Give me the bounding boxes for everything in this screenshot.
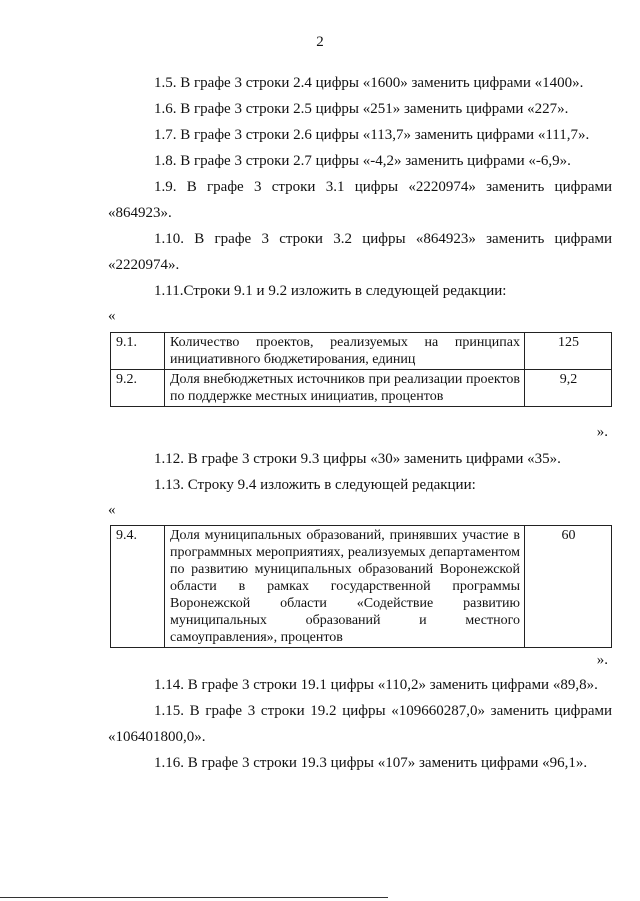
row-value: 125 [525, 333, 612, 370]
amendment-table-1 [110, 332, 612, 407]
row-value: 9,2 [525, 370, 612, 407]
quote-open-1: « [108, 308, 116, 324]
paragraph-1-9: 1.9. В графе 3 строки 3.1 цифры «2220974» заменить цифрами «864923». [108, 179, 612, 221]
row-text: Количество проектов, реализуемых на принципах инициативного бюджетирования, единиц [165, 333, 525, 370]
row-number: 9.2. [111, 370, 165, 407]
paragraph-1-5: 1.5. В графе 3 строки 2.4 цифры «1600» заменить цифрами «1400». [154, 75, 584, 91]
paragraph-1-6: 1.6. В графе 3 строки 2.5 цифры «251» заменить цифрами «227». [154, 101, 569, 117]
paragraph-1-14: 1.14. В графе 3 строки 19.1 цифры «110,2» заменить цифрами «89,8». [154, 677, 598, 693]
row-number: 9.4. [111, 526, 165, 648]
paragraph-1-16: 1.16. В графе 3 строки 19.3 цифры «107» заменить цифрами «96,1». [154, 755, 588, 771]
row-text: Доля внебюджетных источников при реализации проектов по поддержке местных инициатив, процентов [165, 370, 525, 407]
paragraph-1-11: 1.11.Строки 9.1 и 9.2 изложить в следующей редакции: [154, 283, 507, 299]
paragraph-1-8: 1.8. В графе 3 строки 2.7 цифры «-4,2» заменить цифрами «-6,9». [154, 153, 571, 169]
quote-open-2: « [108, 502, 116, 518]
quote-close-1: ». [596, 424, 608, 440]
page-number: 2 [316, 34, 324, 50]
paragraph-1-12: 1.12. В графе 3 строки 9.3 цифры «30» заменить цифрами «35». [154, 451, 561, 467]
table-row [111, 370, 612, 407]
table-row [111, 526, 612, 648]
paragraph-1-15: 1.15. В графе 3 строки 19.2 цифры «109660287,0» заменить цифрами «106401800,0». [108, 703, 612, 745]
row-number: 9.1. [111, 333, 165, 370]
paragraph-1-7: 1.7. В графе 3 строки 2.6 цифры «113,7» заменить цифрами «111,7». [154, 127, 590, 143]
paragraph-1-10: 1.10. В графе 3 строки 3.2 цифры «864923» заменить цифрами «2220974». [108, 231, 612, 273]
table-row [111, 333, 612, 370]
row-text: Доля муниципальных образований, принявших участие в программных мероприятиях, реализуемых департаментом по развитию муниципальных образований Воронежской области в рамках государственной программы Воронежской области «Содействие развитию муниципальных образований и местного самоуправления», процентов [165, 526, 525, 648]
row-value: 60 [525, 526, 612, 648]
amendment-table-2 [110, 525, 612, 648]
footer-divider [0, 897, 388, 898]
quote-close-2: ». [596, 652, 608, 668]
paragraph-1-13: 1.13. Строку 9.4 изложить в следующей редакции: [154, 477, 476, 493]
